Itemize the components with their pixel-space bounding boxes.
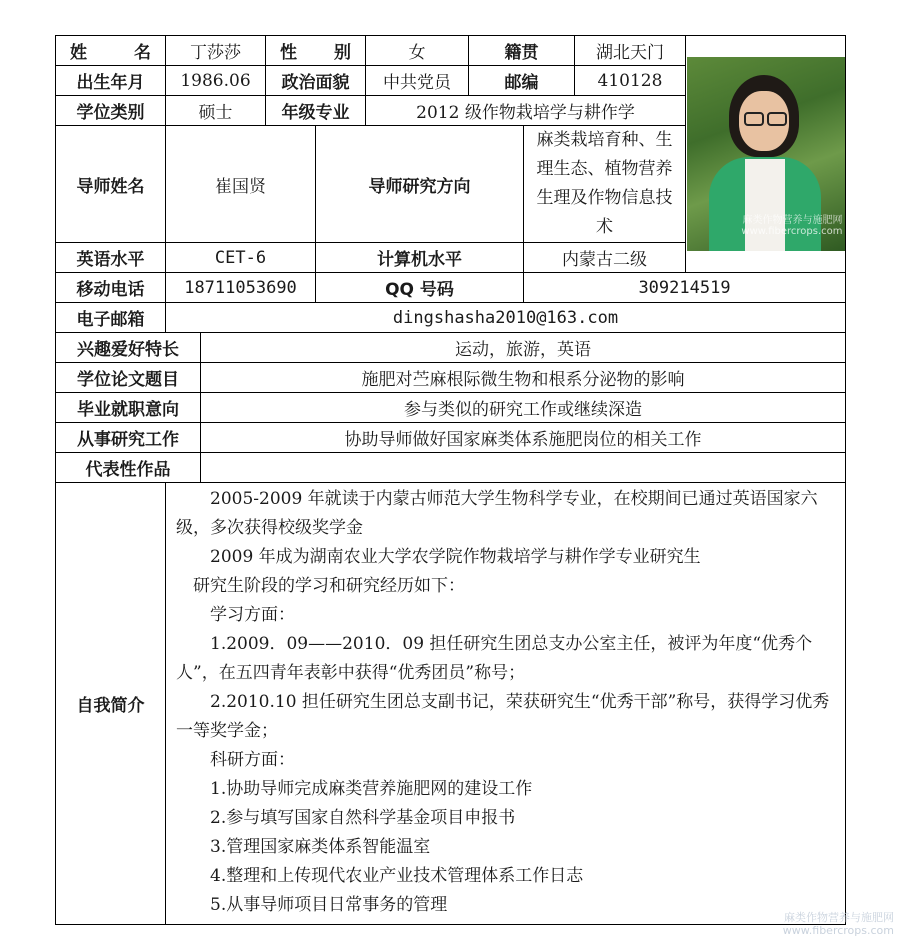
intro-content <box>166 483 846 925</box>
birth-label: 出生年月 <box>56 66 166 96</box>
politics-value: 中共党员 <box>366 66 469 96</box>
hobby-value: 运动，旅游，英语 <box>201 333 846 363</box>
resume-table <box>55 35 846 925</box>
intro-paragraph: 2.2010.10 担任研究生团总支副书记，荣获研究生“优秀干部”称号，获得学习优秀一等奖学金； <box>176 692 830 741</box>
major-label: 年级专业 <box>266 96 366 126</box>
email-value: dingshasha2010@163.com <box>166 303 846 333</box>
intro-paragraph: 4.整理和上传现代农业产业技术管理体系工作日志 <box>210 866 584 886</box>
site-watermark: 麻类作物营养与施肥网 www.fibercrops.com <box>782 911 894 937</box>
english-value: CET-6 <box>166 243 316 273</box>
thesis-label: 学位论文题目 <box>56 363 201 393</box>
politics-label: 政治面貌 <box>266 66 366 96</box>
profile-photo <box>687 57 845 251</box>
intro-label: 自我简介 <box>56 483 166 925</box>
degree-value: 硕士 <box>166 96 266 126</box>
email-label: 电子邮箱 <box>56 303 166 333</box>
research-value: 麻类栽培育种、生理生态、植物营养生理及作物信息技术 <box>524 126 686 243</box>
intro-paragraph: 学习方面： <box>210 605 295 625</box>
intro-paragraph: 研究生阶段的学习和研究经历如下： <box>193 576 465 596</box>
major-value: 2012 级作物栽培学与耕作学 <box>366 96 686 126</box>
name-value: 丁莎莎 <box>166 36 266 66</box>
postcode-label: 邮编 <box>469 66 575 96</box>
qq-value: 309214519 <box>524 273 846 303</box>
intro-paragraph: 2009 年成为湖南农业大学农学院作物栽培学与耕作学专业研究生 <box>210 547 701 567</box>
mobile-label: 移动电话 <box>56 273 166 303</box>
name-label: 姓 名 <box>56 36 166 66</box>
profile-photo-cell <box>686 36 846 273</box>
postcode-value: 410128 <box>575 66 686 96</box>
career-label: 毕业就职意向 <box>56 393 201 423</box>
works-value <box>201 453 846 483</box>
photo-watermark: 麻类作物营养与施肥网 www.fibercrops.com <box>741 215 843 237</box>
hobby-label: 兴趣爱好特长 <box>56 333 201 363</box>
intro-paragraph: 3.管理国家麻类体系智能温室 <box>210 837 431 857</box>
advisor-label: 导师姓名 <box>56 126 166 243</box>
birth-value: 1986.06 <box>166 66 266 96</box>
hometown-label: 籍贯 <box>469 36 575 66</box>
gender-label: 性 别 <box>266 36 366 66</box>
intro-paragraph: 2.参与填写国家自然科学基金项目申报书 <box>210 808 516 828</box>
career-value: 参与类似的研究工作或继续深造 <box>201 393 846 423</box>
computer-label: 计算机水平 <box>316 243 524 273</box>
thesis-value: 施肥对苎麻根际微生物和根系分泌物的影响 <box>201 363 846 393</box>
hometown-value: 湖北天门 <box>575 36 686 66</box>
intro-paragraph: 科研方面： <box>210 750 295 770</box>
intro-paragraph: 2005-2009 年就读于内蒙古师范大学生物科学专业，在校期间已通过英语国家六级，多次获得校级奖学金 <box>176 489 818 538</box>
intro-paragraph: 1.协助导师完成麻类营养施肥网的建设工作 <box>210 779 533 799</box>
advisor-value: 崔国贤 <box>166 126 316 243</box>
intro-paragraph: 5.从事导师项目日常事务的管理 <box>210 895 448 915</box>
degree-label: 学位类别 <box>56 96 166 126</box>
english-label: 英语水平 <box>56 243 166 273</box>
gender-value: 女 <box>366 36 469 66</box>
intro-paragraph: 1.2009．09——2010．09 担任研究生团总支办公室主任，被评为年度“优秀个人”，在五四青年表彰中获得“优秀团员”称号； <box>176 634 813 683</box>
work-label: 从事研究工作 <box>56 423 201 453</box>
works-label: 代表性作品 <box>56 453 201 483</box>
computer-value: 内蒙古二级 <box>524 243 686 273</box>
qq-label: QQ 号码 <box>316 273 524 303</box>
research-label: 导师研究方向 <box>316 126 524 243</box>
mobile-value: 18711053690 <box>166 273 316 303</box>
work-value: 协助导师做好国家麻类体系施肥岗位的相关工作 <box>201 423 846 453</box>
